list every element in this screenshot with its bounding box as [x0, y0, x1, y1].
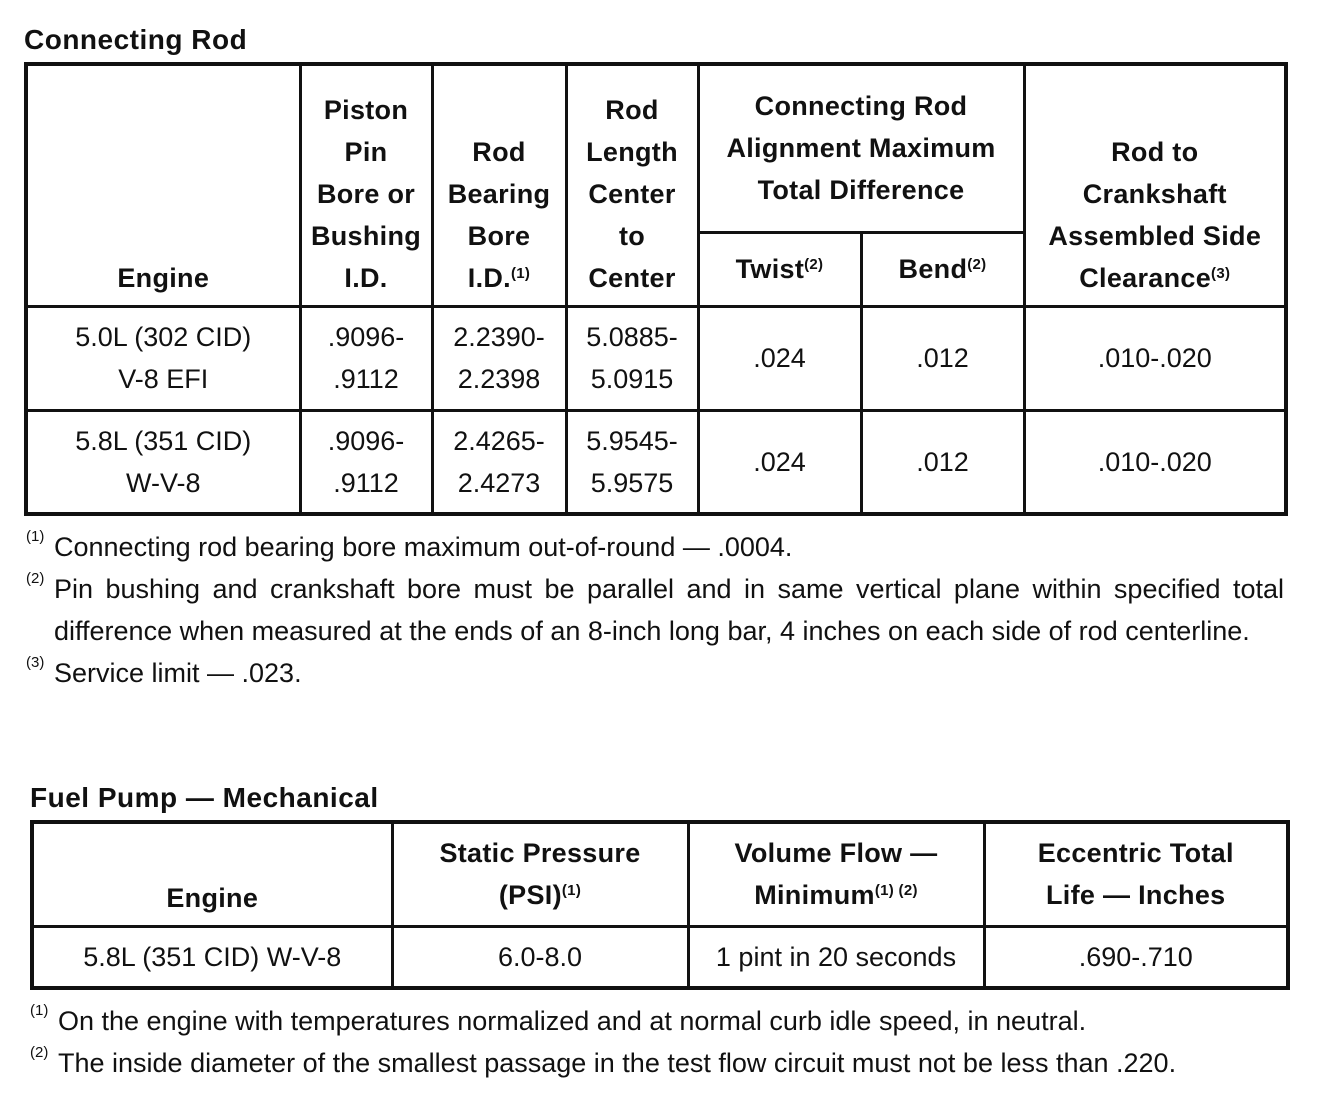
header-engine: Engine [32, 822, 392, 926]
cell-static-pressure: 6.0-8.0 [392, 926, 688, 988]
cell-clearance: .010-.020 [1024, 410, 1286, 514]
footnote-text: On the engine with temperatures normalized and at normal curb idle speed, in neutral. [58, 1006, 1087, 1036]
header-piston-pin-bore: Piston Pin Bore or Bushing I.D. [300, 64, 432, 306]
cell-bend: .012 [861, 306, 1024, 410]
header-engine: Engine [26, 64, 300, 306]
table-row [26, 306, 1286, 410]
header-eccentric-life: Eccentric Total Life — Inches [984, 822, 1288, 926]
footnote-text: Service limit — .023. [54, 658, 302, 688]
footnote [26, 652, 1284, 694]
footnote-text: Connecting rod bearing bore maximum out-of-round — .0004. [54, 532, 793, 562]
fuel-pump-table [30, 820, 1290, 990]
connecting-rod-notes [26, 526, 1284, 694]
cell-engine: 5.0L (302 CID) V-8 EFI [26, 306, 300, 410]
cell-bearing: 2.4265- 2.4273 [432, 410, 566, 514]
footnote-mark: (1) [30, 1002, 49, 1019]
footnote [26, 568, 1284, 652]
header-volume-flow: Volume Flow — Minimum$^{(1) (2)}$ [688, 822, 984, 926]
cell-clearance: .010-.020 [1024, 306, 1286, 410]
header-bend: Bend$^{(2)}$ [861, 232, 1024, 306]
cell-length: 5.9545- 5.9575 [566, 410, 698, 514]
table-row [32, 926, 1288, 988]
cell-bend: .012 [861, 410, 1024, 514]
cell-length: 5.0885- 5.0915 [566, 306, 698, 410]
header-rod-bearing-bore: Rod Bearing Bore I.D.$^{(1)}$ [432, 64, 566, 306]
footnote-mark: (1) [561, 882, 582, 900]
cell-pin: .9096- .9112 [300, 306, 432, 410]
table-row [26, 410, 1286, 514]
cell-engine: 5.8L (351 CID) W-V-8 [32, 926, 392, 988]
footnote-mark: (2) [804, 256, 824, 273]
header-rod-length: Rod Length Center to Center [566, 64, 698, 306]
footnote-mark: (1) (2) [874, 882, 918, 900]
header-alignment: Connecting Rod Alignment Maximum Total Difference [698, 64, 1024, 232]
cell-pin: .9096- .9112 [300, 410, 432, 514]
header-static-pressure: Static Pressure (PSI)$^{(1)}$ [392, 822, 688, 926]
footnote [26, 526, 1284, 568]
footnote-mark: (1) [26, 528, 45, 545]
connecting-rod-table [24, 62, 1288, 516]
footnote [30, 1000, 1286, 1042]
cell-engine: 5.8L (351 CID) W-V-8 [26, 410, 300, 514]
cell-twist: .024 [698, 410, 861, 514]
footnote-mark: (3) [1211, 264, 1231, 282]
cell-twist: .024 [698, 306, 861, 410]
footnote-mark: (2) [30, 1044, 49, 1061]
footnote-text: The inside diameter of the smallest passage in the test flow circuit must not be less than .220. [58, 1048, 1177, 1078]
fuel-pump-notes [30, 1000, 1286, 1084]
cell-bearing: 2.2390- 2.2398 [432, 306, 566, 410]
footnote-mark: (1) [510, 264, 531, 282]
footnote-mark: (2) [967, 256, 987, 273]
footnote-text: Pin bushing and crankshaft bore must be parallel and in same vertical plane within specified total difference when measured at the ends of an 8-inch long bar, 4 inches on each side of rod centerline. [54, 574, 1284, 646]
header-twist: Twist$^{(2)}$ [698, 232, 861, 306]
fuel-pump-title: Fuel Pump — Mechanical [30, 782, 379, 813]
footnote [30, 1042, 1286, 1084]
connecting-rod-title: Connecting Rod [24, 24, 248, 55]
footnote-mark: (2) [26, 570, 45, 587]
cell-eccentric-life: .690-.710 [984, 926, 1288, 988]
footnote-mark: (3) [26, 654, 45, 671]
header-side-clearance: Rod to Crankshaft Assembled Side Clearance$^{(3)}$ [1024, 64, 1286, 306]
cell-volume-flow: 1 pint in 20 seconds [688, 926, 984, 988]
